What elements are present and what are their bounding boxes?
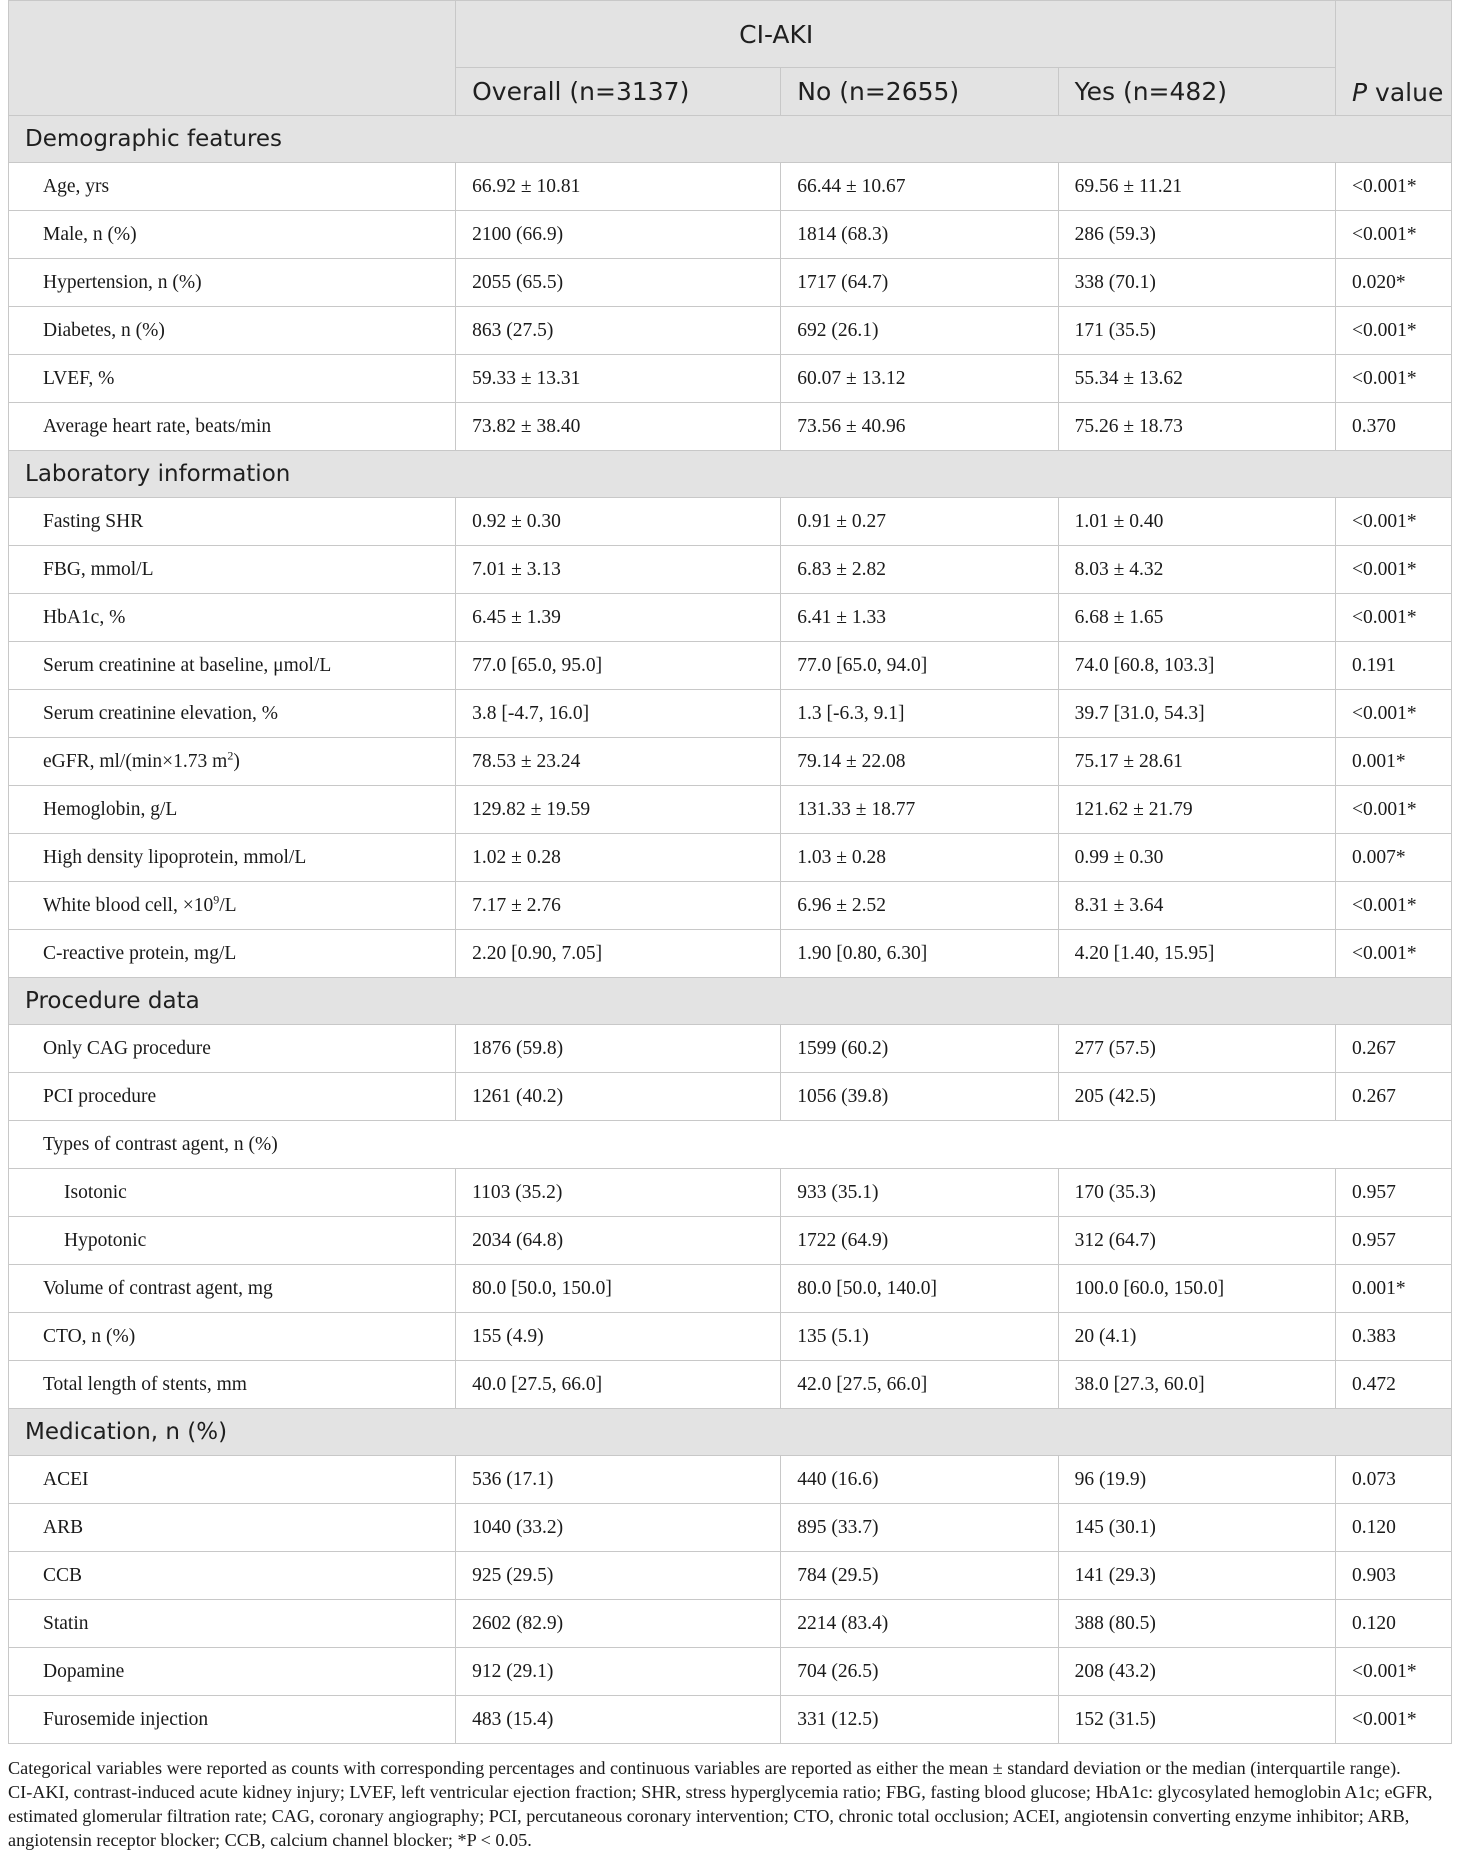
table-row	[9, 211, 1452, 259]
row-label-text: Hemoglobin, g/L	[43, 798, 178, 820]
cell-p: 0.191	[1336, 642, 1452, 690]
section-title: Procedure data	[9, 978, 1452, 1025]
cell-no: 784 (29.5)	[781, 1552, 1058, 1600]
row-label	[9, 930, 456, 978]
empty-cell	[1336, 1121, 1452, 1169]
row-label-text: Dopamine	[43, 1660, 125, 1682]
cell-overall: 2055 (65.5)	[456, 259, 781, 307]
cell-no: 80.0 [50.0, 140.0]	[781, 1265, 1058, 1313]
cell-overall: 2100 (66.9)	[456, 211, 781, 259]
row-label	[9, 882, 456, 930]
cell-no: 79.14 ± 22.08	[781, 738, 1058, 786]
cell-yes: 74.0 [60.8, 103.3]	[1058, 642, 1335, 690]
cell-p: <0.001*	[1336, 1648, 1452, 1696]
cell-overall: 3.8 [-4.7, 16.0]	[456, 690, 781, 738]
row-label	[9, 546, 456, 594]
cell-overall: 1103 (35.2)	[456, 1169, 781, 1217]
cell-no: 1814 (68.3)	[781, 211, 1058, 259]
row-label	[9, 259, 456, 307]
cell-yes: 4.20 [1.40, 15.95]	[1058, 930, 1335, 978]
cell-no: 1.3 [-6.3, 9.1]	[781, 690, 1058, 738]
cell-p: <0.001*	[1336, 546, 1452, 594]
table-row	[9, 882, 1452, 930]
cell-p: <0.001*	[1336, 163, 1452, 211]
cell-yes: 38.0 [27.3, 60.0]	[1058, 1361, 1335, 1409]
cell-overall: 2.20 [0.90, 7.05]	[456, 930, 781, 978]
cell-p: <0.001*	[1336, 1696, 1452, 1744]
cell-overall: 1.02 ± 0.28	[456, 834, 781, 882]
cell-no: 440 (16.6)	[781, 1456, 1058, 1504]
row-label	[9, 1217, 456, 1265]
row-label-text: Volume of contrast agent, mg	[43, 1277, 273, 1299]
cell-overall: 0.92 ± 0.30	[456, 498, 781, 546]
cell-yes: 205 (42.5)	[1058, 1073, 1335, 1121]
cell-yes: 75.26 ± 18.73	[1058, 403, 1335, 451]
table-row	[9, 307, 1452, 355]
header-no: No (n=2655)	[781, 68, 1058, 116]
cell-overall: 66.92 ± 10.81	[456, 163, 781, 211]
cell-no: 1.90 [0.80, 6.30]	[781, 930, 1058, 978]
table-row	[9, 498, 1452, 546]
table-row	[9, 259, 1452, 307]
row-label	[9, 1600, 456, 1648]
cell-yes: 100.0 [60.0, 150.0]	[1058, 1265, 1335, 1313]
table-row	[9, 786, 1452, 834]
cell-overall: 1040 (33.2)	[456, 1504, 781, 1552]
cell-no: 1722 (64.9)	[781, 1217, 1058, 1265]
table-row	[9, 1361, 1452, 1409]
cell-no: 6.96 ± 2.52	[781, 882, 1058, 930]
cell-overall: 2602 (82.9)	[456, 1600, 781, 1648]
table-row	[9, 163, 1452, 211]
section-title: Laboratory information	[9, 451, 1452, 498]
cell-p: <0.001*	[1336, 498, 1452, 546]
row-label	[9, 403, 456, 451]
row-label	[9, 355, 456, 403]
table-row	[9, 1073, 1452, 1121]
row-label-text: Total length of stents, mm	[43, 1373, 247, 1395]
row-label	[9, 594, 456, 642]
cell-yes: 8.31 ± 3.64	[1058, 882, 1335, 930]
row-label-text: Fasting SHR	[43, 510, 144, 532]
cell-overall: 80.0 [50.0, 150.0]	[456, 1265, 781, 1313]
table-row	[9, 594, 1452, 642]
cell-no: 6.41 ± 1.33	[781, 594, 1058, 642]
footnote-line: angiotensin receptor blocker; CCB, calcium channel blocker; *P < 0.05.	[8, 1830, 532, 1850]
empty-cell	[781, 1121, 1058, 1169]
header-blank-cell	[9, 1, 456, 116]
cell-no: 1.03 ± 0.28	[781, 834, 1058, 882]
cell-no: 135 (5.1)	[781, 1313, 1058, 1361]
table-row	[9, 1169, 1452, 1217]
cell-no: 692 (26.1)	[781, 307, 1058, 355]
cell-overall: 483 (15.4)	[456, 1696, 781, 1744]
row-label-text: Male, n (%)	[43, 223, 137, 245]
row-label-text: High density lipoprotein, mmol/L	[43, 846, 307, 868]
cell-yes: 170 (35.3)	[1058, 1169, 1335, 1217]
cell-no: 42.0 [27.5, 66.0]	[781, 1361, 1058, 1409]
cell-p: 0.267	[1336, 1025, 1452, 1073]
cell-overall: 6.45 ± 1.39	[456, 594, 781, 642]
cell-no: 77.0 [65.0, 94.0]	[781, 642, 1058, 690]
cell-no: 73.56 ± 40.96	[781, 403, 1058, 451]
row-label-text: Diabetes, n (%)	[43, 319, 165, 341]
cell-p: 0.472	[1336, 1361, 1452, 1409]
baseline-characteristics-table	[8, 0, 1452, 1744]
cell-p: 0.073	[1336, 1456, 1452, 1504]
cell-p: 0.120	[1336, 1600, 1452, 1648]
cell-no: 1599 (60.2)	[781, 1025, 1058, 1073]
cell-p: <0.001*	[1336, 211, 1452, 259]
cell-yes: 286 (59.3)	[1058, 211, 1335, 259]
row-label	[9, 1265, 456, 1313]
cell-p: 0.007*	[1336, 834, 1452, 882]
cell-yes: 145 (30.1)	[1058, 1504, 1335, 1552]
cell-yes: 39.7 [31.0, 54.3]	[1058, 690, 1335, 738]
cell-p: 0.020*	[1336, 259, 1452, 307]
row-label	[9, 307, 456, 355]
cell-no: 1717 (64.7)	[781, 259, 1058, 307]
cell-yes: 121.62 ± 21.79	[1058, 786, 1335, 834]
row-label-text: Serum creatinine elevation, %	[43, 702, 278, 724]
cell-overall: 40.0 [27.5, 66.0]	[456, 1361, 781, 1409]
empty-cell	[456, 1121, 781, 1169]
cell-no: 60.07 ± 13.12	[781, 355, 1058, 403]
cell-yes: 171 (35.5)	[1058, 307, 1335, 355]
table-footnote	[8, 1756, 1452, 1852]
cell-yes: 312 (64.7)	[1058, 1217, 1335, 1265]
row-label-text: White blood cell, ×10	[43, 894, 214, 916]
row-label-text: Age, yrs	[43, 175, 110, 197]
row-label	[9, 1025, 456, 1073]
cell-no: 933 (35.1)	[781, 1169, 1058, 1217]
row-label	[9, 1648, 456, 1696]
cell-no: 6.83 ± 2.82	[781, 546, 1058, 594]
footnote-line: estimated glomerular filtration rate; CAG, coronary angiography; PCI, percutaneous coronary intervention; CTO, chronic total occlusion; ACEI, angiotensin converting enzyme inhibitor; ARB,	[8, 1806, 1410, 1826]
cell-p: <0.001*	[1336, 882, 1452, 930]
row-label	[9, 738, 456, 786]
cell-overall: 73.82 ± 38.40	[456, 403, 781, 451]
empty-cell	[1058, 1121, 1335, 1169]
row-label-text: CTO, n (%)	[43, 1325, 136, 1347]
section-header-row	[9, 451, 1452, 498]
cell-overall: 77.0 [65.0, 95.0]	[456, 642, 781, 690]
table-row	[9, 1600, 1452, 1648]
table-row	[9, 1217, 1452, 1265]
row-label	[9, 1696, 456, 1744]
cell-overall: 1261 (40.2)	[456, 1073, 781, 1121]
cell-p: 0.267	[1336, 1073, 1452, 1121]
cell-p: 0.001*	[1336, 1265, 1452, 1313]
row-label-text: Furosemide injection	[43, 1708, 209, 1730]
table-row	[9, 738, 1452, 786]
cell-overall: 925 (29.5)	[456, 1552, 781, 1600]
cell-overall: 912 (29.1)	[456, 1648, 781, 1696]
section-title: Demographic features	[9, 116, 1452, 163]
section-header-row	[9, 1409, 1452, 1456]
cell-yes: 20 (4.1)	[1058, 1313, 1335, 1361]
table-row	[9, 642, 1452, 690]
row-label-text: C-reactive protein, mg/L	[43, 942, 237, 964]
row-label	[9, 211, 456, 259]
cell-yes: 277 (57.5)	[1058, 1025, 1335, 1073]
cell-yes: 141 (29.3)	[1058, 1552, 1335, 1600]
cell-yes: 8.03 ± 4.32	[1058, 546, 1335, 594]
cell-yes: 55.34 ± 13.62	[1058, 355, 1335, 403]
row-label-text: HbA1c, %	[43, 606, 126, 628]
table-container	[8, 0, 1452, 1744]
row-label-text: FBG, mmol/L	[43, 558, 154, 580]
row-label	[9, 498, 456, 546]
row-label-superscript: 9	[213, 892, 220, 906]
row-label-text: eGFR, ml/(min×1.73 m	[43, 750, 228, 772]
header-p-value: P value	[1336, 1, 1452, 116]
cell-p: <0.001*	[1336, 307, 1452, 355]
cell-p: <0.001*	[1336, 690, 1452, 738]
row-label	[9, 163, 456, 211]
row-label-text: Hypotonic	[64, 1229, 147, 1251]
row-label	[9, 1504, 456, 1552]
cell-yes: 1.01 ± 0.40	[1058, 498, 1335, 546]
cell-p: 0.001*	[1336, 738, 1452, 786]
cell-overall: 7.17 ± 2.76	[456, 882, 781, 930]
cell-overall: 1876 (59.8)	[456, 1025, 781, 1073]
cell-p: 0.370	[1336, 403, 1452, 451]
cell-yes: 75.17 ± 28.61	[1058, 738, 1335, 786]
cell-p: 0.903	[1336, 1552, 1452, 1600]
cell-yes: 6.68 ± 1.65	[1058, 594, 1335, 642]
cell-yes: 388 (80.5)	[1058, 1600, 1335, 1648]
section-title: Medication, n (%)	[9, 1409, 1452, 1456]
header-group-ci-aki: CI-AKI	[456, 1, 1336, 68]
footnote-line: Categorical variables were reported as counts with corresponding percentages and continuous variables are reported as either the mean ± standard deviation or the median (interquartile range).	[8, 1758, 1401, 1778]
cell-overall: 59.33 ± 13.31	[456, 355, 781, 403]
cell-p: 0.957	[1336, 1217, 1452, 1265]
row-label	[9, 642, 456, 690]
cell-p: 0.957	[1336, 1169, 1452, 1217]
row-label	[9, 834, 456, 882]
header-overall: Overall (n=3137)	[456, 68, 781, 116]
row-label-text: LVEF, %	[43, 367, 115, 389]
row-label	[9, 1313, 456, 1361]
row-label-text: Hypertension, n (%)	[43, 271, 202, 293]
row-label	[9, 1073, 456, 1121]
table-row	[9, 1696, 1452, 1744]
cell-no: 2214 (83.4)	[781, 1600, 1058, 1648]
row-label-tail: )	[233, 750, 240, 772]
row-label-tail: /L	[219, 894, 237, 916]
table-row	[9, 1504, 1452, 1552]
table-row	[9, 1313, 1452, 1361]
table-body	[9, 116, 1452, 1744]
row-label-superscript: 2	[227, 748, 234, 762]
row-label-text: Serum creatinine at baseline, μmol/L	[43, 654, 332, 676]
cell-overall: 129.82 ± 19.59	[456, 786, 781, 834]
table-row	[9, 1265, 1452, 1313]
cell-no: 131.33 ± 18.77	[781, 786, 1058, 834]
cell-p: <0.001*	[1336, 930, 1452, 978]
table-row	[9, 1456, 1452, 1504]
table-row	[9, 546, 1452, 594]
row-label	[9, 1552, 456, 1600]
row-label-text: Only CAG procedure	[43, 1037, 211, 1059]
row-label-text: ACEI	[43, 1468, 89, 1490]
cell-no: 704 (26.5)	[781, 1648, 1058, 1696]
table-row	[9, 1025, 1452, 1073]
cell-overall: 863 (27.5)	[456, 307, 781, 355]
section-header-row	[9, 978, 1452, 1025]
cell-yes: 69.56 ± 11.21	[1058, 163, 1335, 211]
table-row	[9, 930, 1452, 978]
cell-p: <0.001*	[1336, 355, 1452, 403]
row-label	[9, 1456, 456, 1504]
cell-no: 1056 (39.8)	[781, 1073, 1058, 1121]
cell-p: <0.001*	[1336, 594, 1452, 642]
section-header-row	[9, 116, 1452, 163]
row-label	[9, 1121, 456, 1169]
header-yes: Yes (n=482)	[1058, 68, 1335, 116]
row-label-text: CCB	[43, 1564, 83, 1586]
table-row	[9, 1552, 1452, 1600]
cell-yes: 338 (70.1)	[1058, 259, 1335, 307]
cell-overall: 2034 (64.8)	[456, 1217, 781, 1265]
row-label	[9, 690, 456, 738]
cell-p: 0.120	[1336, 1504, 1452, 1552]
row-label-text: Types of contrast agent, n (%)	[43, 1133, 278, 1155]
cell-overall: 536 (17.1)	[456, 1456, 781, 1504]
row-label	[9, 1169, 456, 1217]
row-label-text: Statin	[43, 1612, 89, 1634]
table-row	[9, 355, 1452, 403]
cell-yes: 96 (19.9)	[1058, 1456, 1335, 1504]
table-row	[9, 403, 1452, 451]
cell-yes: 208 (43.2)	[1058, 1648, 1335, 1696]
table-row	[9, 690, 1452, 738]
footnote-line: CI-AKI, contrast-induced acute kidney injury; LVEF, left ventricular ejection fraction; SHR, stress hyperglycemia ratio; FBG, fasting blood glucose; HbA1c: glycosylated hemoglobin A1c; eGFR,	[8, 1782, 1433, 1802]
cell-p: <0.001*	[1336, 786, 1452, 834]
cell-no: 0.91 ± 0.27	[781, 498, 1058, 546]
cell-yes: 152 (31.5)	[1058, 1696, 1335, 1744]
cell-no: 895 (33.7)	[781, 1504, 1058, 1552]
cell-overall: 7.01 ± 3.13	[456, 546, 781, 594]
cell-no: 331 (12.5)	[781, 1696, 1058, 1744]
table-row	[9, 1121, 1452, 1169]
table-row	[9, 1648, 1452, 1696]
row-label	[9, 1361, 456, 1409]
table-row	[9, 834, 1452, 882]
cell-p: 0.383	[1336, 1313, 1452, 1361]
row-label-text: PCI procedure	[43, 1085, 157, 1107]
cell-overall: 78.53 ± 23.24	[456, 738, 781, 786]
row-label-text: Isotonic	[64, 1181, 127, 1203]
row-label-text: ARB	[43, 1516, 84, 1538]
cell-no: 66.44 ± 10.67	[781, 163, 1058, 211]
row-label-text: Average heart rate, beats/min	[43, 415, 272, 437]
cell-yes: 0.99 ± 0.30	[1058, 834, 1335, 882]
row-label	[9, 786, 456, 834]
cell-overall: 155 (4.9)	[456, 1313, 781, 1361]
